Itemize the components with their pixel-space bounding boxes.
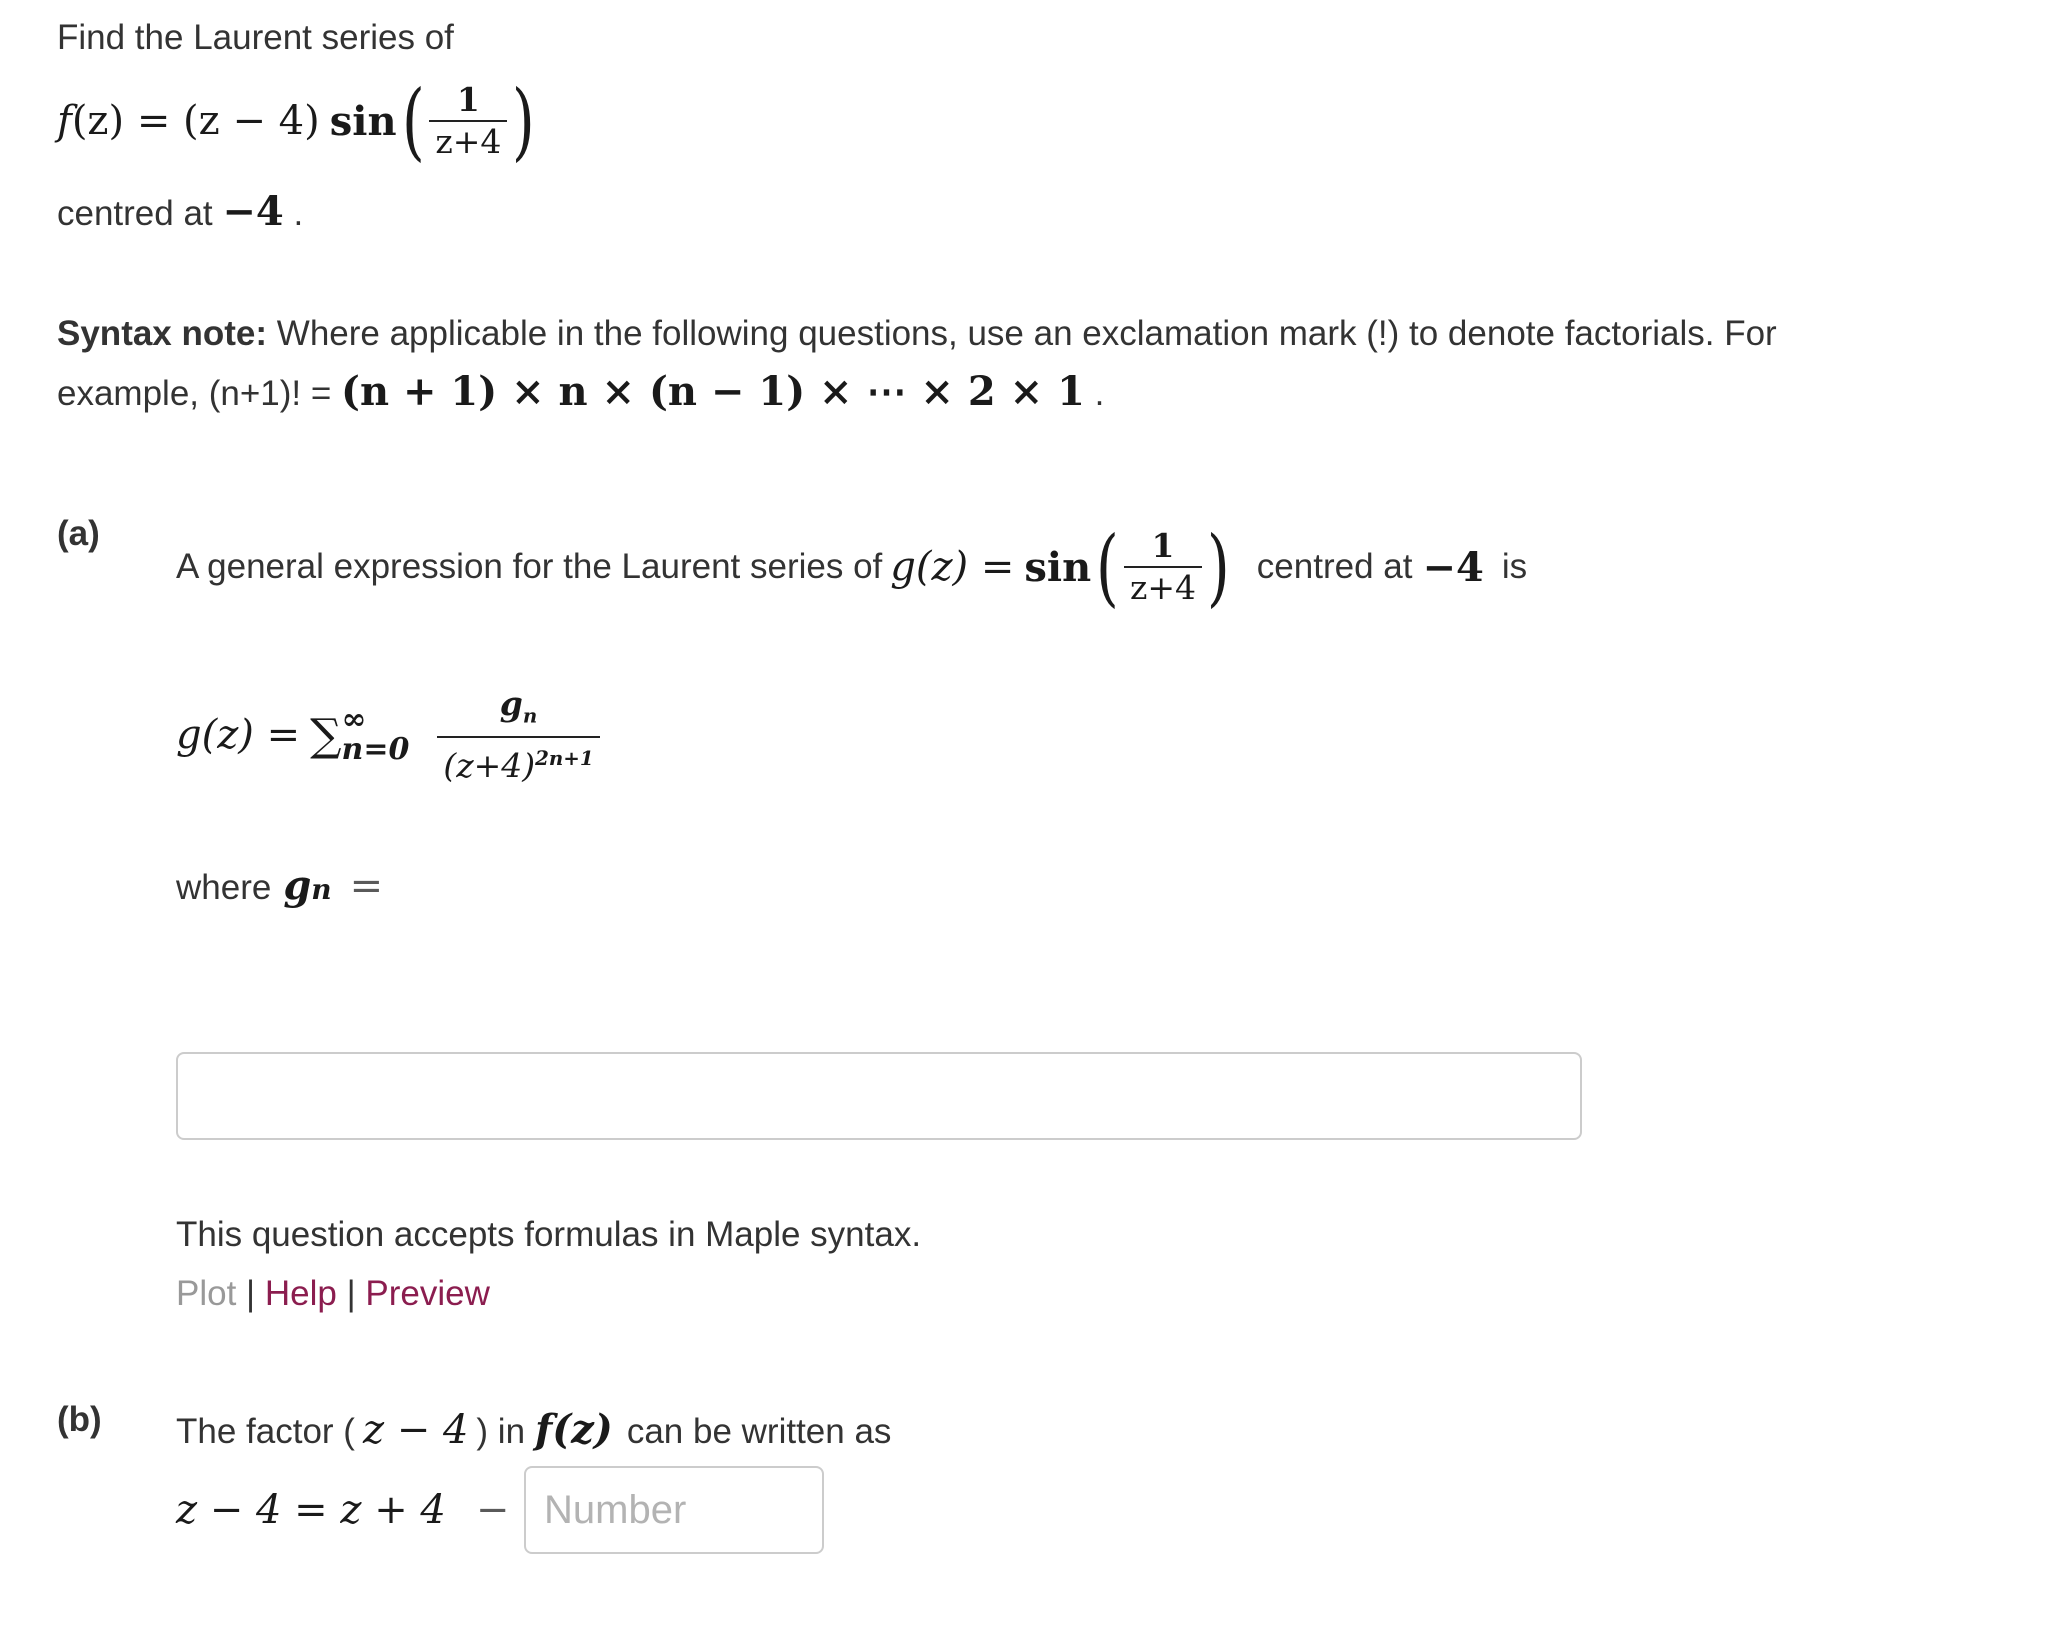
g-fraction-denominator: z+4 xyxy=(1129,568,1197,607)
series-denominator xyxy=(437,738,599,786)
series-lhs: g(z) = xyxy=(176,712,301,758)
centred-suffix: . xyxy=(293,194,304,233)
part-a-label: (a) xyxy=(57,514,100,553)
syntax-note xyxy=(57,312,1777,356)
syntax-example-prefix: example, (n+1)! = xyxy=(57,374,332,413)
sin-label: sin xyxy=(329,97,397,145)
part-a-prefix: A general expression for the Laurent series of xyxy=(176,547,883,586)
where-text: where xyxy=(176,868,272,907)
series-numerator xyxy=(437,684,599,738)
part-b-prefix: The factor ( xyxy=(176,1412,355,1451)
part-a-question xyxy=(176,512,1527,622)
part-b-mid: ) in xyxy=(476,1412,526,1451)
g-sin-label: sin xyxy=(1024,543,1092,591)
link-separator: | xyxy=(346,1274,356,1313)
series-numerator-g: g xyxy=(499,684,523,724)
open-paren: ( xyxy=(401,72,425,170)
part-b-suffix: can be written as xyxy=(626,1412,892,1451)
part-b-factor: z − 4 xyxy=(362,1407,469,1453)
centred-prefix: centred at xyxy=(57,194,213,233)
gn-equals: = xyxy=(349,863,384,909)
sigma-symbol: ∑ xyxy=(310,709,342,761)
fraction-denominator: z+4 xyxy=(435,122,502,161)
syntax-note-text: Where applicable in the following questions, use an exclamation mark (!) to denote factorials. For xyxy=(276,314,1777,353)
f-definition xyxy=(57,66,540,176)
syntax-example-suffix: . xyxy=(1094,374,1105,413)
gn-answer-box xyxy=(176,1052,1582,1140)
g-fraction xyxy=(1124,526,1202,608)
sigma-lower: n=0 xyxy=(341,732,410,767)
intro-text: Find the Laurent series of xyxy=(57,18,454,57)
part-b-f: f(z) xyxy=(535,1406,613,1453)
series-denominator-exp: 2n+1 xyxy=(535,745,594,770)
part-a-centred-prefix: centred at xyxy=(1256,547,1413,586)
part-b-label: (b) xyxy=(57,1400,102,1439)
g-definition: g(z) = xyxy=(890,544,1015,590)
number-answer-box xyxy=(524,1466,824,1554)
number-answer-input[interactable] xyxy=(526,1468,822,1552)
syntax-example xyxy=(57,370,1104,416)
fraction-numerator: 1 xyxy=(429,80,507,122)
series-numerator-sub: n xyxy=(522,703,538,728)
gn-answer-input[interactable] xyxy=(178,1054,1580,1138)
g-fraction-numerator: 1 xyxy=(1124,526,1202,568)
part-a-centred-suffix: is xyxy=(1501,547,1528,586)
centred-line xyxy=(57,190,303,236)
f-args: (z) = (z − 4) xyxy=(71,98,320,144)
link-separator: | xyxy=(246,1274,256,1313)
answer-links xyxy=(176,1272,490,1316)
centred-value: −4 xyxy=(222,188,284,235)
series-denominator-base: (z+4) xyxy=(443,745,536,785)
preview-link[interactable]: Preview xyxy=(365,1274,490,1313)
part-b-equation xyxy=(176,1480,509,1540)
series-expression xyxy=(176,675,600,795)
maple-note: This question accepts formulas in Maple syntax. xyxy=(176,1215,922,1254)
part-b-minus: − xyxy=(475,1487,510,1533)
sigma-upper: ∞ xyxy=(341,702,367,737)
syntax-example-math: (n + 1) × n × (n − 1) × ⋯ × 2 × 1 xyxy=(341,368,1085,415)
help-link[interactable]: Help xyxy=(264,1274,337,1313)
syntax-note-label: Syntax note: xyxy=(57,314,268,353)
sigma-limits xyxy=(341,702,410,767)
where-gn xyxy=(176,862,383,910)
part-a-centred-value: −4 xyxy=(1422,543,1484,591)
g-close-paren: ) xyxy=(1206,518,1230,616)
part-b-question xyxy=(176,1408,891,1454)
part-b-equation-text: z − 4 = z + 4 xyxy=(176,1487,446,1533)
g-open-paren: ( xyxy=(1096,518,1120,616)
f-symbol: f xyxy=(57,98,72,144)
plot-link[interactable]: Plot xyxy=(176,1274,237,1313)
fraction xyxy=(429,80,507,162)
close-paren: ) xyxy=(512,72,536,170)
gn-sub: n xyxy=(311,873,332,906)
gn-symbol: g xyxy=(283,862,312,909)
series-fraction xyxy=(437,684,599,786)
